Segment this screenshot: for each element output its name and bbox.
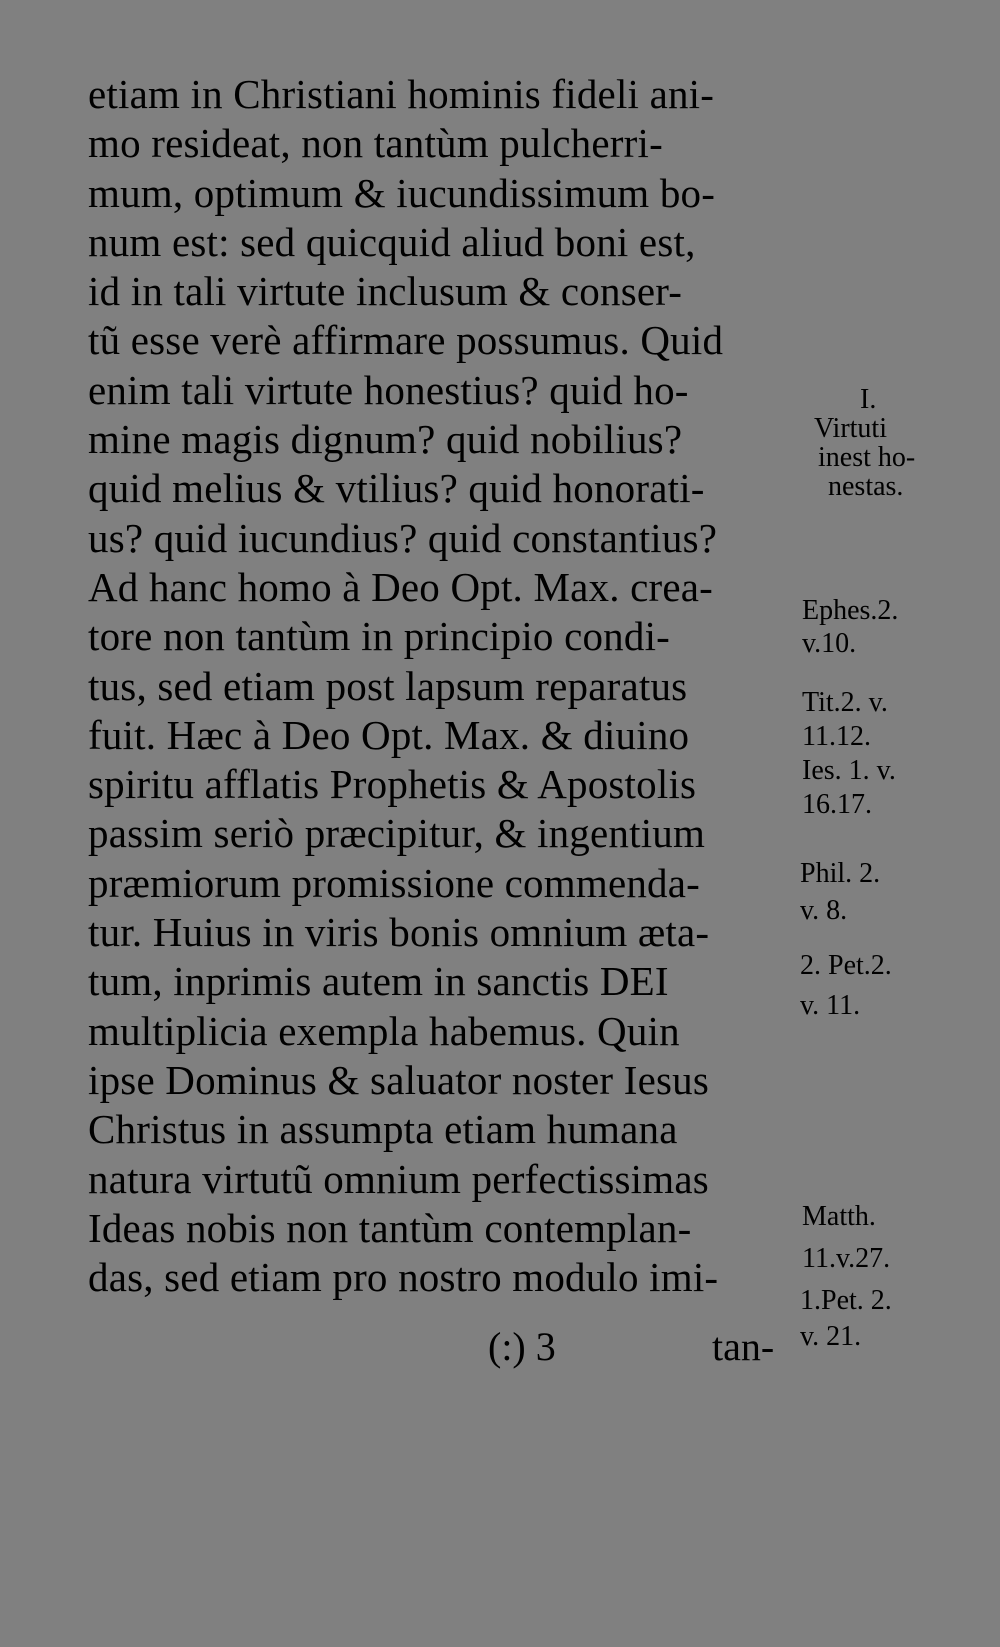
text-line: præmiorum promissione commenda- [88, 859, 700, 906]
catchword: tan- [712, 1324, 775, 1369]
text-line: Ad hanc homo à Deo Opt. Max. crea- [88, 563, 714, 610]
note-line: Phil. 2. [800, 858, 881, 889]
text-line: spiritu afflatis Prophetis & Apostolis [88, 761, 697, 808]
text-line: tum, inprimis autem in sanctis DEI [88, 958, 669, 1005]
note-line: I. [860, 384, 877, 415]
text-line: Christus in assumpta etiam humana [88, 1106, 678, 1153]
note-line: Tit.2. v. [802, 687, 888, 718]
note-line: v. 8. [800, 895, 848, 926]
text-line: mo resideat, non tantùm pulcherri- [88, 120, 663, 167]
text-line: natura virtutũ omnium perfectissimas [88, 1155, 709, 1202]
note-line: v.10. [802, 628, 857, 659]
note-line: nestas. [828, 471, 904, 502]
note-line: inest ho- [818, 442, 916, 473]
note-line: 16.17. [802, 789, 872, 820]
note-line: Matth. [802, 1201, 876, 1232]
text-line: ipse Dominus & saluator noster Iesus [88, 1056, 709, 1103]
signature-mark: (:) 3 [488, 1324, 556, 1369]
text-line: quid melius & vtilius? quid honorati- [88, 465, 705, 512]
note-line: v. 11. [800, 990, 861, 1021]
note-line: Virtuti [814, 413, 887, 444]
note-line: 2. Pet.2. [800, 950, 892, 981]
text-line: tus, sed etiam post lapsum reparatus [88, 662, 688, 709]
margin-note-1-peter [800, 1283, 892, 1355]
body-text [88, 70, 798, 1302]
note-line: Ies. 1. v. [802, 755, 896, 786]
text-line: etiam in Christiani hominis fideli ani- [88, 71, 715, 117]
text-line: tũ esse verè affirmare possumus. Quid [88, 317, 724, 364]
margin-note-ephesians [802, 594, 898, 660]
text-line: num est: sed quicquid aliud boni est, [88, 218, 696, 265]
note-line: v. 21. [800, 1321, 862, 1352]
note-line: 1.Pet. 2. [800, 1285, 892, 1316]
note-line: 11.v.27. [802, 1243, 891, 1274]
margin-note-titus [802, 686, 888, 754]
text-line: mine magis dignum? quid nobilius? [88, 416, 683, 463]
text-line: fuit. Hæc à Deo Opt. Max. & diuino [88, 711, 690, 758]
text-line: mum, optimum & iucundissimum bo- [88, 169, 716, 216]
margin-note-virtue [808, 385, 915, 501]
text-line: multiplicia exempla habemus. Quin [88, 1007, 680, 1054]
text-line: passim seriò præcipitur, & ingentium [88, 810, 706, 857]
note-line: 11.12. [802, 721, 871, 752]
text-line: tore non tantùm in principio condi- [88, 613, 671, 660]
text-line: id in tali virtute inclusum & conser- [88, 268, 683, 315]
text-line: das, sed etiam pro nostro modulo imi- [88, 1254, 719, 1301]
margin-note-matthew [802, 1196, 890, 1280]
margin-note-philippians [800, 855, 880, 929]
text-line: enim tali virtute honestius? quid ho- [88, 366, 689, 413]
note-line: Ephes.2. [802, 595, 899, 626]
margin-note-2-peter [800, 946, 892, 1026]
text-line: Ideas nobis non tantùm contemplan- [88, 1204, 692, 1251]
text-line: tur. Huius in viris bonis omnium æta- [88, 909, 710, 956]
text-line: us? quid iucundius? quid constantius? [88, 514, 718, 561]
margin-note-isaiah [802, 754, 896, 822]
